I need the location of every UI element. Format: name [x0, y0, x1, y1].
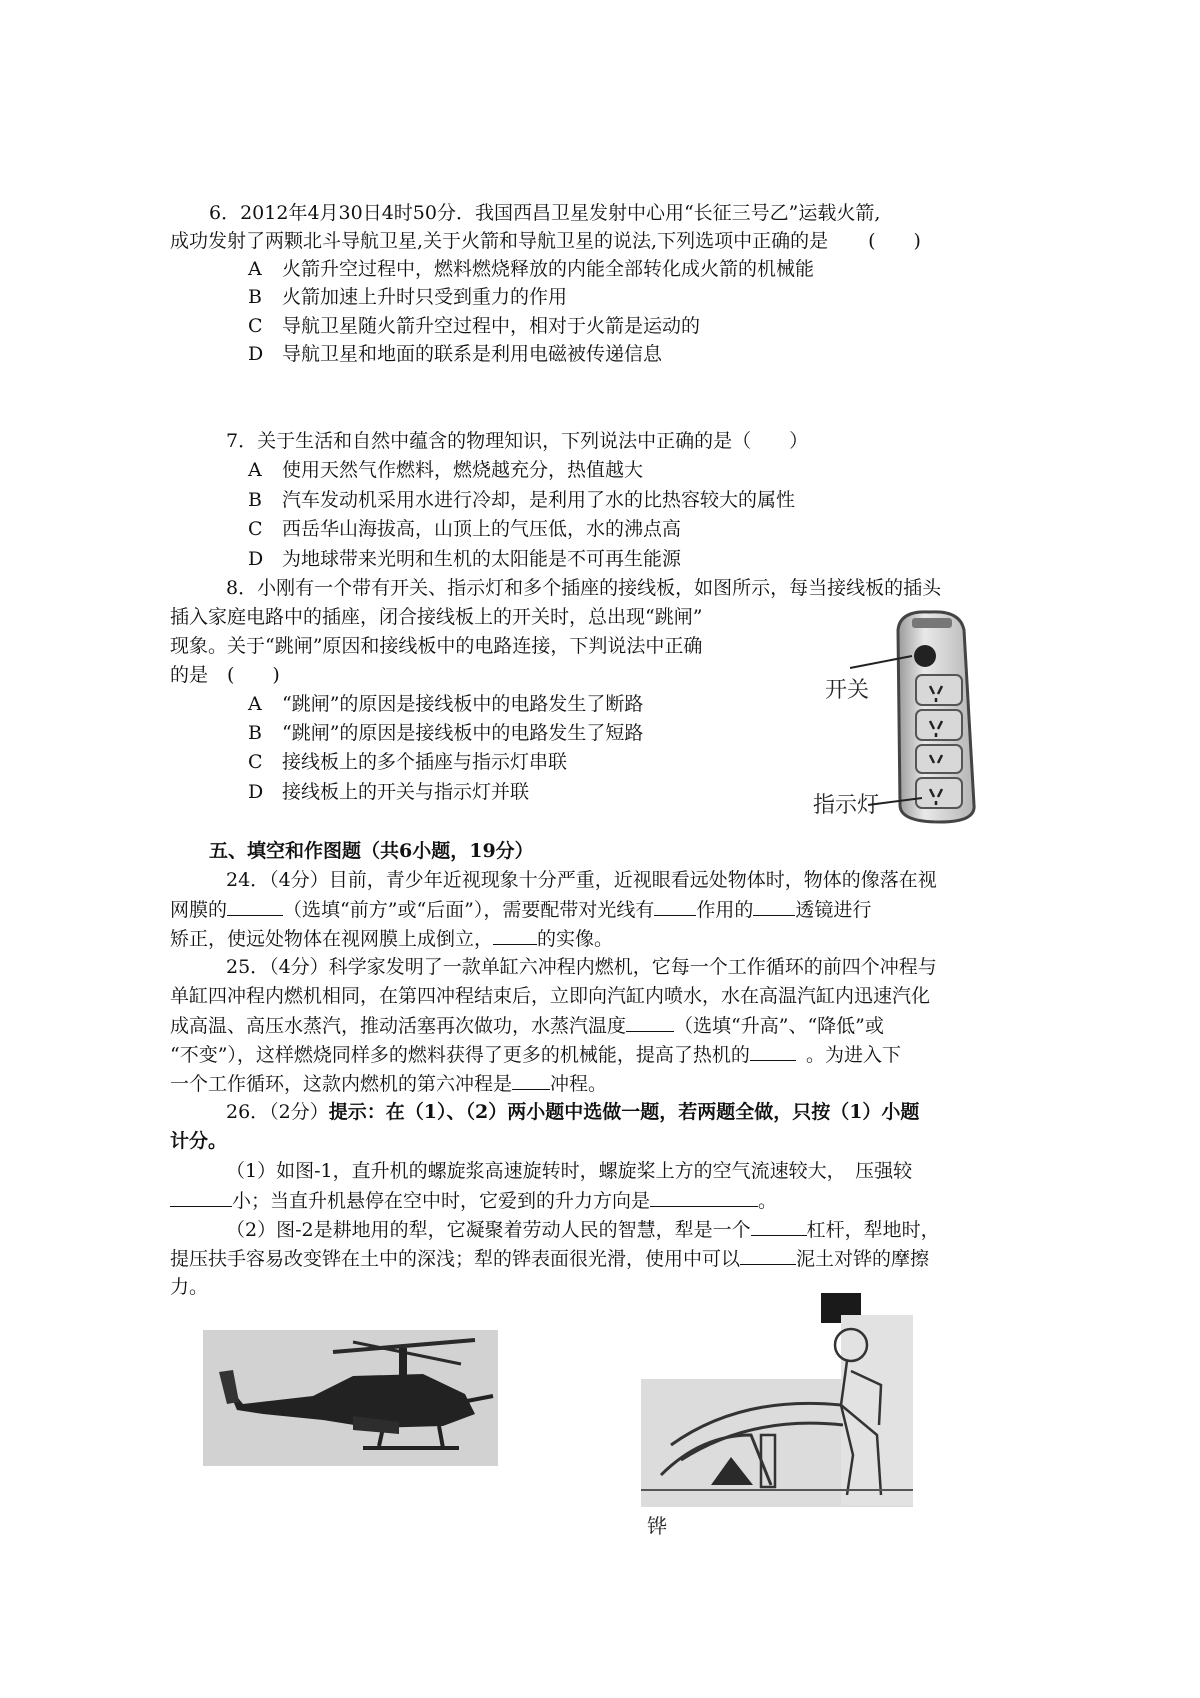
q6-line-1: 6．2012年4月30日4时50分．我国西昌卫星发射中心用“长征三号乙”运载火箭, [209, 202, 881, 224]
q6-line-2 [170, 227, 921, 255]
q8-option-c: C 接线板上的多个插座与指示灯串联 [248, 751, 568, 773]
q6-option-c: C 导航卫星随火箭升空过程中，相对于火箭是运动的 [248, 315, 701, 337]
q25-line-2: 单缸四冲程内燃机相同，在第四冲程结束后，立即向汽缸内喷水，水在高温汽缸内迅速汽化 [170, 985, 931, 1007]
q24-blank-3[interactable] [753, 895, 795, 916]
q6-answer-paren: ( ) [868, 230, 921, 252]
q6-option-a: A 火箭升空过程中，燃料燃烧释放的内能全部转化成火箭的机械能 [248, 258, 815, 280]
helicopter-figure [203, 1330, 498, 1466]
q8-option-d: D 接线板上的开关与指示灯并联 [248, 781, 530, 803]
q7-option-b: B 汽车发动机采用水进行冷却，是利用了水的比热容较大的属性 [248, 489, 796, 511]
q8-option-b: B “跳闸”的原因是接线板中的电路发生了短路 [248, 722, 644, 744]
q26-blank-4[interactable] [740, 1244, 796, 1265]
q26-sub1-line-2: 小；当直升机悬停在空中时，它爱到的升力方向是 。 [170, 1186, 777, 1215]
q6-line-2-text: 成功发射了两颗北斗导航卫星,关于火箭和导航卫星的说法,下列选项中正确的是 [170, 230, 829, 252]
power-strip-figure [813, 600, 1030, 830]
q8-line-2: 插入家庭电路中的插座，闭合接线板上的开关时，总出现“跳闸” [170, 606, 703, 628]
q7-option-c: C 西岳华山海拔高，山顶上的气压低，水的沸点高 [248, 518, 682, 540]
q25-blank-2[interactable] [750, 1040, 796, 1061]
q24-line-2: 网膜的 （选填“前方”或“后面”），需要配带对光线有 作用的 透镜进行 [170, 895, 871, 924]
q7-line-1: 7．关于生活和自然中蕴含的物理知识，下列说法中正确的是（ ） [226, 430, 809, 452]
indicator-label: 指示灯 [813, 793, 880, 818]
q25-blank-1[interactable] [626, 1011, 674, 1032]
q24-line-3: 矫正，使远处物体在视网膜上成倒立， 的实像。 [170, 924, 613, 953]
plough-drawing [641, 1285, 913, 1525]
q25-blank-3[interactable] [512, 1069, 550, 1090]
q26-blank-2[interactable] [650, 1186, 758, 1207]
q8-option-a: A “跳闸”的原因是接线板中的电路发生了断路 [248, 693, 644, 715]
q6-option-b: B 火箭加速上升时只受到重力的作用 [248, 286, 568, 308]
section5-heading: 五、填空和作图题（共6小题，19分） [209, 840, 534, 862]
switch-label: 开关 [825, 678, 870, 703]
q25-line-3: 成高温、高压水蒸汽，推动活塞再次做功，水蒸汽温度 （选填“升高”、“降低”或 [170, 1011, 884, 1040]
q25-line-4: “不变”），这样燃烧同样多的燃料获得了更多的机械能，提高了热机的 。为进入下 [170, 1040, 901, 1069]
q8-line-3: 现象。关于“跳闸”原因和接线板中的电路连接，下判说法中正确 [170, 635, 703, 657]
q8-line-4: 的是 ( ) [170, 664, 280, 686]
q8-line-1: 8．小刚有一个带有开关、指示灯和多个插座的接线板，如图所示，每当接线板的插头 [226, 577, 942, 599]
q24-blank-1[interactable] [227, 895, 283, 916]
q24-blank-4[interactable] [493, 924, 537, 945]
q25-line-5: 一个工作循环，这款内燃机的第六冲程是 冲程。 [170, 1069, 607, 1098]
q26-sub2-line-3: 力。 [170, 1276, 209, 1298]
q7-option-d: D 为地球带来光明和生机的太阳能是不可再生能源 [248, 548, 682, 570]
plough-share-label: 铧 [647, 1514, 667, 1538]
q25-line-1: 25．（4分）科学家发明了一款单缸六冲程内燃机，它每一个工作循环的前四个冲程与 [226, 956, 937, 978]
helicopter-silhouette [203, 1330, 498, 1466]
q26-sub1-line-1: （1）如图-1，直升机的螺旋浆高速旋转时，螺旋桨上方的空气流速较大， 压强较 [226, 1160, 913, 1182]
q26-sub2-line-1: （2）图-2是耕地用的犁，它凝聚着劳动人民的智慧，犁是一个 杠杆，犁地时， [226, 1215, 940, 1244]
q7-option-a: A 使用天然气作燃料，燃烧越充分，热值越大 [248, 459, 644, 481]
q26-line-1: 26．（2分）提示：在（1）、（2）两小题中选做一题，若两题全做，只按（1）小题 [226, 1101, 920, 1123]
q26-blank-1[interactable] [170, 1186, 232, 1207]
q24-blank-2[interactable] [654, 895, 696, 916]
q24-line-1: 24．（4分）目前，青少年近视现象十分严重，近视眼看远处物体时，物体的像落在视 [226, 869, 937, 891]
plough-figure [641, 1285, 913, 1538]
q26-line-2: 计分。 [170, 1130, 228, 1152]
q26-sub2-line-2: 提压扶手容易改变铧在土中的深浅；犁的铧表面很光滑，使用中可以 泥土对铧的摩擦 [170, 1244, 929, 1273]
q26-blank-3[interactable] [751, 1215, 807, 1236]
q6-option-d: D 导航卫星和地面的联系是利用电磁被传递信息 [248, 343, 663, 365]
